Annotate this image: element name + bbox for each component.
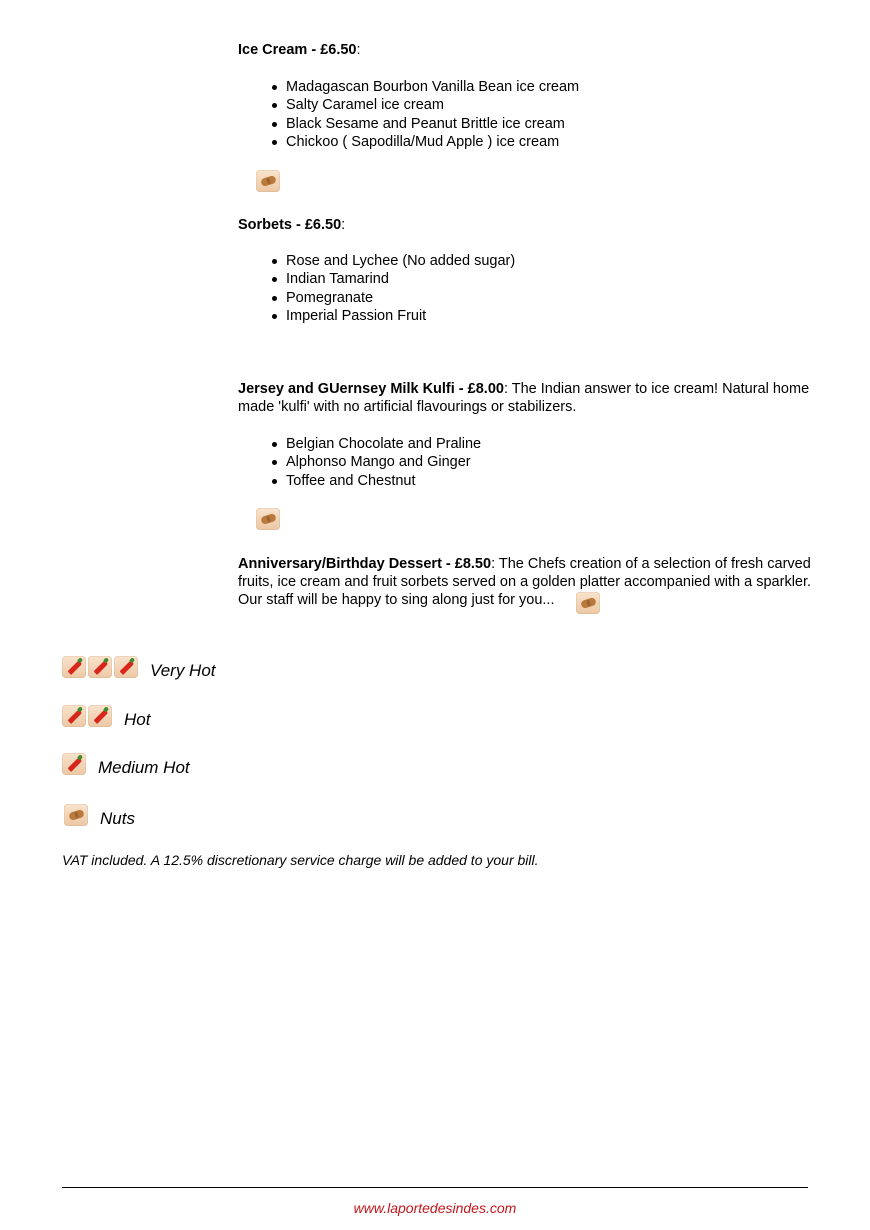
anniversary-title: Anniversary/Birthday Dessert - £8.50 xyxy=(238,556,492,572)
list-item: Black Sesame and Peanut Brittle ice cream xyxy=(270,115,579,133)
kulfi-title: Jersey and GUernsey Milk Kulfi - £8.00 xyxy=(238,381,504,397)
chili-icon xyxy=(62,656,86,678)
kulfi-heading xyxy=(238,380,823,416)
legend-nuts: Nuts xyxy=(100,809,135,828)
list-item: Belgian Chocolate and Praline xyxy=(270,435,481,453)
list-item: Salty Caramel ice cream xyxy=(270,96,579,114)
sorbets-colon: : xyxy=(341,217,346,233)
ice-cream-colon: : xyxy=(356,42,361,58)
anniversary-description: : The Chefs creation of a selection of fresh carved fruits, ice cream and fruit sorbets served on a golden platter accompanied with a sparkler. Our staff will be happy to sing along just for you... xyxy=(238,556,812,608)
sorbets-title: Sorbets - £6.50 xyxy=(238,217,342,233)
footer-website-link[interactable]: www.laportedesindes.com xyxy=(353,1200,517,1216)
nut-icon xyxy=(576,592,600,614)
list-item: Indian Tamarind xyxy=(270,270,515,288)
chili-icon xyxy=(114,656,138,678)
vat-note: VAT included. A 12.5% discretionary service charge will be added to your bill. xyxy=(62,852,539,868)
list-item: Toffee and Chestnut xyxy=(270,472,481,490)
list-item: Madagascan Bourbon Vanilla Bean ice cream xyxy=(270,78,579,96)
ice-cream-list xyxy=(270,78,579,151)
ice-cream-heading xyxy=(238,41,823,59)
chili-icon xyxy=(62,705,86,727)
footer-divider xyxy=(62,1187,808,1188)
legend-very-hot: Very Hot xyxy=(150,661,216,680)
nut-icon xyxy=(256,508,280,530)
anniversary-heading xyxy=(238,555,823,609)
list-item: Pomegranate xyxy=(270,289,515,307)
list-item: Chickoo ( Sapodilla/Mud Apple ) ice cream xyxy=(270,133,579,151)
legend-medium-hot: Medium Hot xyxy=(98,758,190,777)
list-item: Imperial Passion Fruit xyxy=(270,307,515,325)
sorbets-list xyxy=(270,252,515,325)
nut-icon xyxy=(64,804,88,826)
nut-icon xyxy=(256,170,280,192)
list-item: Rose and Lychee (No added sugar) xyxy=(270,252,515,270)
chili-icon xyxy=(62,753,86,775)
chili-icon xyxy=(88,656,112,678)
legend-hot: Hot xyxy=(124,710,151,729)
kulfi-list xyxy=(270,435,481,490)
list-item: Alphonso Mango and Ginger xyxy=(270,453,481,471)
sorbets-heading xyxy=(238,216,823,234)
chili-icon xyxy=(88,705,112,727)
kulfi-description: : The Indian answer to ice cream! Natural home made 'kulfi' with no artificial flavourings or stabilizers. xyxy=(238,381,810,415)
ice-cream-title: Ice Cream - £6.50 xyxy=(238,42,357,58)
